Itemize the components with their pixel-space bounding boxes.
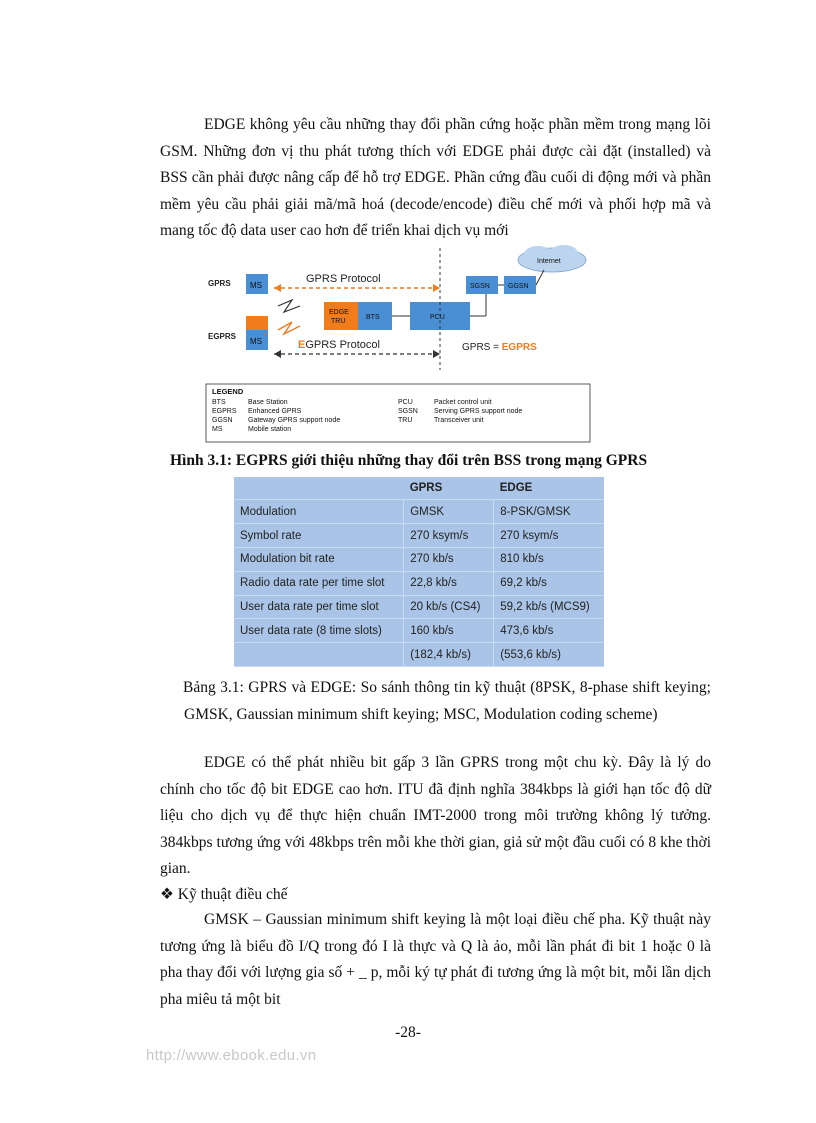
gprs-equals-egprs: GPRS = EGPRS [462, 342, 537, 353]
legend-title: LEGEND [212, 387, 244, 396]
paragraph-gmsk: GMSK – Gaussian minimum shift keying là một loại điều chế pha. Kỹ thuật này tương ứng là biểu đồ I/Q trong đó I là thực và Q là ảo, mỗi lần phát đi bit 1 hoặc 0 là pha thay đổi với lượng gia số + _ p, mỗi ký tự phát đi tương ứng là một bit, mỗi lần dịch pha miêu tả một bit [160, 911, 711, 1008]
table-row [234, 547, 604, 571]
ms-label-1: MS [250, 281, 262, 290]
table-row [234, 643, 604, 667]
watermark-url: http://www.ebook.edu.vn [146, 1047, 317, 1064]
table-cell: User data rate (8 time slots) [234, 619, 404, 643]
egprs-label: EGPRS [208, 332, 237, 341]
paragraph-edge-bitrate: EDGE có thể phát nhiều bit gấp 3 lần GPRS trong một chu kỳ. Đây là lý do chính cho tốc độ bit EDGE cao hơn. ITU đã định nghĩa 384kbps là giới hạn tốc độ dữ liệu cho dịch vụ để thực hiện chuẩn IMT-2000 trong môi trường không lý tưởng. 384kbps tương ứng với 48kbps trên mỗi khe thời gian, giả sử một đầu cuối có 8 khe thời gian. [160, 754, 711, 877]
edge-tru-label-2: TRU [331, 318, 346, 325]
table-cell: 473,6 kb/s [494, 619, 604, 643]
table-cell: 270 ksym/s [494, 524, 604, 548]
table-header-cell: EDGE [494, 477, 604, 500]
table-cell: 22,8 kb/s [404, 571, 494, 595]
egprs-protocol-label: EGPRS Protocol [298, 339, 380, 351]
table-row [234, 595, 604, 619]
table-cell: 160 kb/s [404, 619, 494, 643]
table-cell: (553,6 kb/s) [494, 643, 604, 667]
table-cell: 20 kb/s (CS4) [404, 595, 494, 619]
comparison-table [234, 477, 604, 667]
legend-abbr-pcu: PCU [398, 399, 413, 406]
pcu-label: PCU [430, 314, 445, 321]
table-row [234, 619, 604, 643]
table-cell: 810 kb/s [494, 547, 604, 571]
table-cell: 59,2 kb/s (MCS9) [494, 595, 604, 619]
table-row [234, 571, 604, 595]
table-cell: Modulation [234, 500, 404, 524]
paragraph-edge-intro: EDGE không yêu cầu những thay đổi phần cứng hoặc phần mềm trong mạng lõi GSM. Những đơn vị thu phát tương thích với EDGE phải được cài đặt (installed) và BSS cần phải được nâng cấp để hỗ trợ EDGE. Phần cứng đầu cuối di động mới và phần mềm yêu cầu phải giải mã/mã hoá (decode/encode) điều chế mới và phối hợp mã và mang tốc độ data user cao hơn để triển khai dịch vụ mới [160, 116, 711, 239]
legend-text-ggsn: Gateway GPRS support node [248, 417, 341, 424]
legend-text-egprs: Enhanced GPRS [248, 408, 302, 415]
legend-text-ms: Mobile station [248, 426, 292, 433]
gprs-label: GPRS [208, 279, 231, 288]
table-cell: GMSK [404, 500, 494, 524]
table-header-cell [234, 477, 404, 500]
egprs-network-diagram [204, 244, 592, 444]
ms-label-2: MS [250, 337, 262, 346]
legend-abbr-ggsn: GGSN [212, 417, 233, 424]
table-cell: 69,2 kb/s [494, 571, 604, 595]
bullet-modulation-heading [160, 882, 288, 908]
legend-text-pcu: Packet control unit [434, 399, 492, 406]
gprs-protocol-label: GPRS Protocol [306, 273, 381, 285]
diamond-bullet-icon: ❖ [160, 886, 174, 903]
legend-abbr-ms: MS [212, 426, 223, 433]
table-cell: (182,4 kb/s) [404, 643, 494, 667]
table-cell: 8-PSK/GMSK [494, 500, 604, 524]
sgsn-label: SGSN [470, 283, 490, 290]
table-cell: 270 ksym/s [404, 524, 494, 548]
table-cell: User data rate per time slot [234, 595, 404, 619]
table-row [234, 500, 604, 524]
table-cell: 270 kb/s [404, 547, 494, 571]
bullet-text: Kỹ thuật điều chế [177, 886, 288, 903]
egprs-orange-box [246, 316, 268, 330]
table-header-cell: GPRS [404, 477, 494, 500]
legend-abbr-egprs: EGPRS [212, 408, 237, 415]
table-cell: Symbol rate [234, 524, 404, 548]
bts-label: BTS [366, 314, 380, 321]
legend-abbr-tru: TRU [398, 417, 413, 424]
table-caption: Bảng 3.1: GPRS và EDGE: So sánh thông tin kỹ thuật (8PSK, 8-phase shift keying; GMSK, Gaussian minimum shift keying; MSC, Modulation coding scheme) [183, 679, 711, 723]
legend-text-bts: Base Station [248, 399, 288, 406]
table-cell [234, 643, 404, 667]
legend-abbr-sgsn: SGSN [398, 408, 418, 415]
edge-tru-box [324, 302, 358, 330]
legend-text-sgsn: Serving GPRS support node [434, 408, 523, 415]
table-header-row [234, 477, 604, 500]
legend-abbr-bts: BTS [212, 399, 226, 406]
ggsn-label: GGSN [508, 283, 529, 290]
table-row [234, 524, 604, 548]
edge-tru-label-1: EDGE [329, 309, 349, 316]
internet-label: Internet [537, 258, 561, 265]
table-cell: Radio data rate per time slot [234, 571, 404, 595]
figure-caption: Hình 3.1: EGPRS giới thiệu những thay đổi trên BSS trong mạng GPRS [170, 452, 648, 469]
legend-text-tru: Transceiver unit [434, 417, 484, 424]
page-number: -28- [395, 1024, 421, 1041]
table-cell: Modulation bit rate [234, 547, 404, 571]
